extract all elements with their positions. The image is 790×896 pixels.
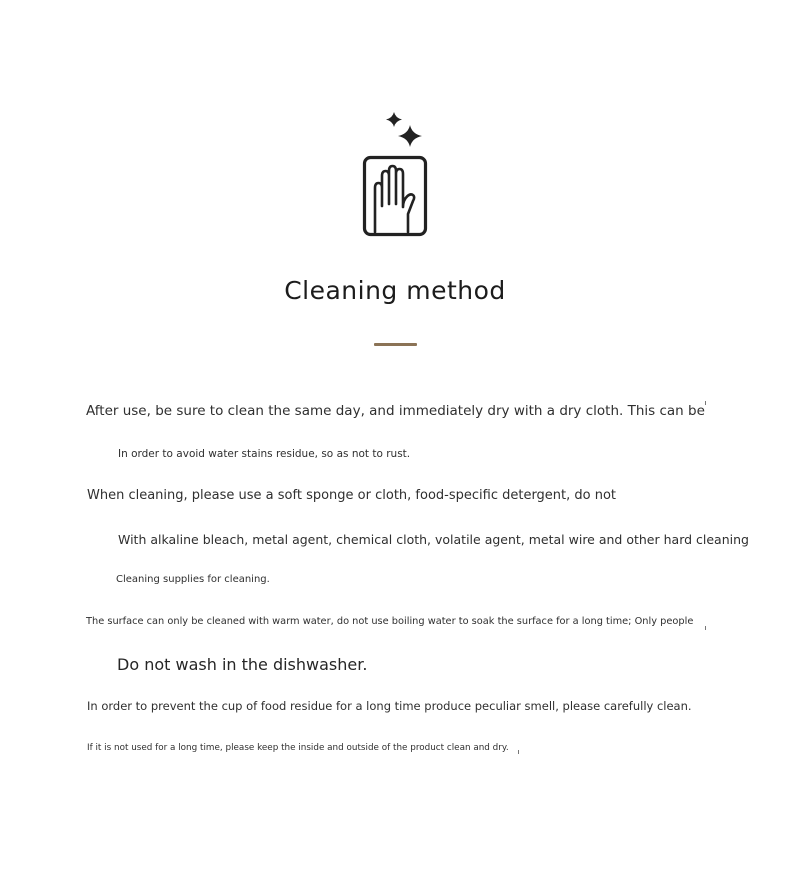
instruction-line: After use, be sure to clean the same day, and immediately dry with a dry cloth. This can be	[86, 403, 705, 419]
instruction-line: In order to avoid water stains residue, so as not to rust.	[118, 448, 411, 460]
page-title: Cleaning method	[284, 276, 506, 305]
speck-mark	[705, 626, 706, 630]
instruction-line: Cleaning supplies for cleaning.	[116, 574, 270, 585]
instruction-line: Do not wash in the dishwasher.	[117, 655, 368, 674]
speck-mark	[518, 750, 519, 754]
title-divider	[374, 343, 417, 346]
speck-mark	[705, 401, 706, 405]
instruction-line: In order to prevent the cup of food residue for a long time produce peculiar smell, please carefully clean.	[87, 699, 692, 713]
instruction-line: With alkaline bleach, metal agent, chemical cloth, volatile agent, metal wire and other hard cleaning	[118, 532, 749, 547]
instruction-line: If it is not used for a long time, please keep the inside and outside of the product clean and dry.	[87, 743, 509, 753]
hand-glove-sparkle-icon	[356, 108, 432, 240]
instruction-line: When cleaning, please use a soft sponge or cloth, food-specific detergent, do not	[87, 488, 617, 503]
instruction-line: The surface can only be cleaned with warm water, do not use boiling water to soak the surface for a long time; Only people	[86, 616, 694, 627]
